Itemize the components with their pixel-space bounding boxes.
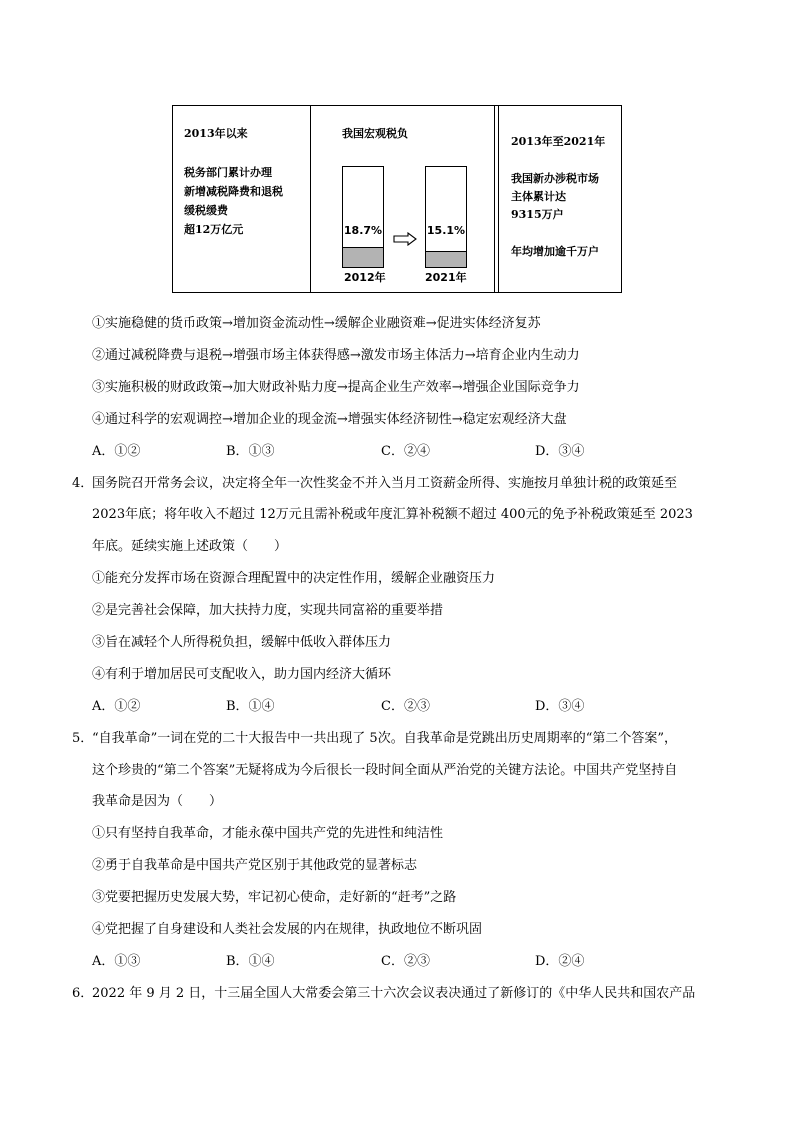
- q5-stem-line: 我革命是因为（ ）: [92, 794, 223, 809]
- q4-option-1: ①能充分发挥市场在资源合理配置中的决定性作用，缓解企业融资压力: [92, 571, 496, 586]
- q5-choices: [92, 953, 612, 971]
- q4-choice-d[interactable]: D．③④: [535, 699, 585, 714]
- bar-2012: [342, 166, 384, 268]
- q5-number: 5．: [72, 731, 94, 746]
- panel1-line: 税务部门累计办理: [184, 166, 272, 179]
- q5-stem-line: “自我革命”一词在党的二十大报告中一共出现了 5次。自我革命是党跳出历史周期率的“第二个答案”，: [92, 731, 677, 746]
- q6-number: 6．: [72, 986, 94, 1001]
- new-taxpayers-panel: [495, 106, 623, 292]
- q3-option-1: ①实施稳健的货币政策→增加资金流动性→缓解企业融资难→促进实体经济复苏: [92, 316, 541, 331]
- q4-choice-b[interactable]: B．①④: [226, 699, 275, 714]
- panel3-line: 主体累计达: [511, 190, 566, 203]
- q4-stem-line: 年底。延续实施上述政策（ ）: [92, 539, 288, 554]
- bar-2021-fill: [426, 251, 466, 267]
- q4-number: 4．: [72, 476, 94, 491]
- q5-choice-c[interactable]: C．②③: [381, 954, 430, 969]
- q6-stem-line: 2022 年 9 月 2 日，十三届全国人大常委会第三十六次会议表决通过了新修订的《中华人民共和国农产品: [92, 986, 696, 1001]
- q5-option-4: ④党把握了自身建设和人类社会发展的内在规律，执政地位不断巩固: [92, 922, 483, 937]
- q3-option-4: ④通过科学的宏观调控→增加企业的现金流→增强实体经济韧性→稳定宏观经济大盘: [92, 412, 567, 427]
- tax-infographic: [172, 105, 622, 293]
- year-label-2021: 2021年: [425, 271, 467, 284]
- q4-choice-c[interactable]: C．②③: [381, 699, 430, 714]
- q3-option-2: ②通过减税降费与退税→增强市场主体获得感→激发市场主体活力→培育企业内生动力: [92, 348, 580, 363]
- q4-stem-line: 2023年底；将年收入不超过 12万元且需补税或年度汇算补税额不超过 400元的免予补税政策延至 2023: [92, 507, 693, 522]
- q4-stem-line: 国务院召开常务会议，决定将全年一次性奖金不并入当月工资薪金所得、实施按月单独计税的政策延至: [92, 476, 678, 491]
- q3-choice-c[interactable]: C．②④: [381, 444, 430, 459]
- panel2-title: 我国宏观税负: [342, 127, 408, 140]
- q5-option-2: ②勇于自我革命是中国共产党区别于其他政党的显著标志: [92, 858, 418, 873]
- q5-choice-d[interactable]: D．②④: [535, 954, 585, 969]
- panel3-title: 2013年至2021年: [511, 135, 606, 148]
- panel1-line: 超12万亿元: [184, 223, 244, 236]
- q4-option-4: ④有利于增加居民可支配收入，助力国内经济大循环: [92, 667, 392, 682]
- q4-option-3: ③旨在减轻个人所得税负担，缓解中低收入群体压力: [92, 635, 392, 650]
- q3-choice-d[interactable]: D．③④: [535, 444, 585, 459]
- q4-choice-a[interactable]: A．①②: [92, 699, 141, 714]
- bar-2021-value: 15.1%: [426, 224, 466, 237]
- q5-option-3: ③党要把握历史发展大势，牢记初心使命，走好新的“赶考”之路: [92, 890, 457, 905]
- panel3-line: 我国新办涉税市场: [511, 172, 599, 185]
- q3-choices: [92, 443, 612, 461]
- panel1-line: 缓税缓费: [184, 204, 228, 217]
- panel1-line: 新增减税降费和退税: [184, 185, 283, 198]
- q3-choice-b[interactable]: B．①③: [226, 444, 275, 459]
- panel1-title: 2013年以来: [184, 127, 248, 140]
- q4-choices: [92, 698, 612, 716]
- macro-tax-burden-panel: [311, 106, 495, 292]
- year-label-2012: 2012年: [344, 271, 386, 284]
- bar-2012-value: 18.7%: [343, 224, 383, 237]
- q3-option-3: ③实施积极的财政政策→加大财政补贴力度→提高企业生产效率→增强企业国际竞争力: [92, 380, 580, 395]
- q5-stem-line: 这个珍贵的“第二个答案”无疑将成为今后很长一段时间全面从严治党的关键方法论。中国共产党坚持自: [92, 763, 678, 778]
- panel3-line: 9315万户: [511, 208, 564, 221]
- q5-choice-b[interactable]: B．①④: [226, 954, 275, 969]
- bar-2012-fill: [343, 247, 383, 267]
- q5-choice-a[interactable]: A．①③: [92, 954, 141, 969]
- q5-option-1: ①只有坚持自我革命，才能永葆中国共产党的先进性和纯洁性: [92, 826, 444, 841]
- panel3-footer: 年均增加逾千万户: [511, 245, 599, 258]
- bar-2021: [425, 166, 467, 268]
- right-arrow-icon: [393, 232, 417, 246]
- tax-reduction-panel: [173, 106, 311, 292]
- q3-choice-a[interactable]: A．①②: [92, 444, 141, 459]
- q4-option-2: ②是完善社会保障，加大扶持力度，实现共同富裕的重要举措: [92, 603, 444, 618]
